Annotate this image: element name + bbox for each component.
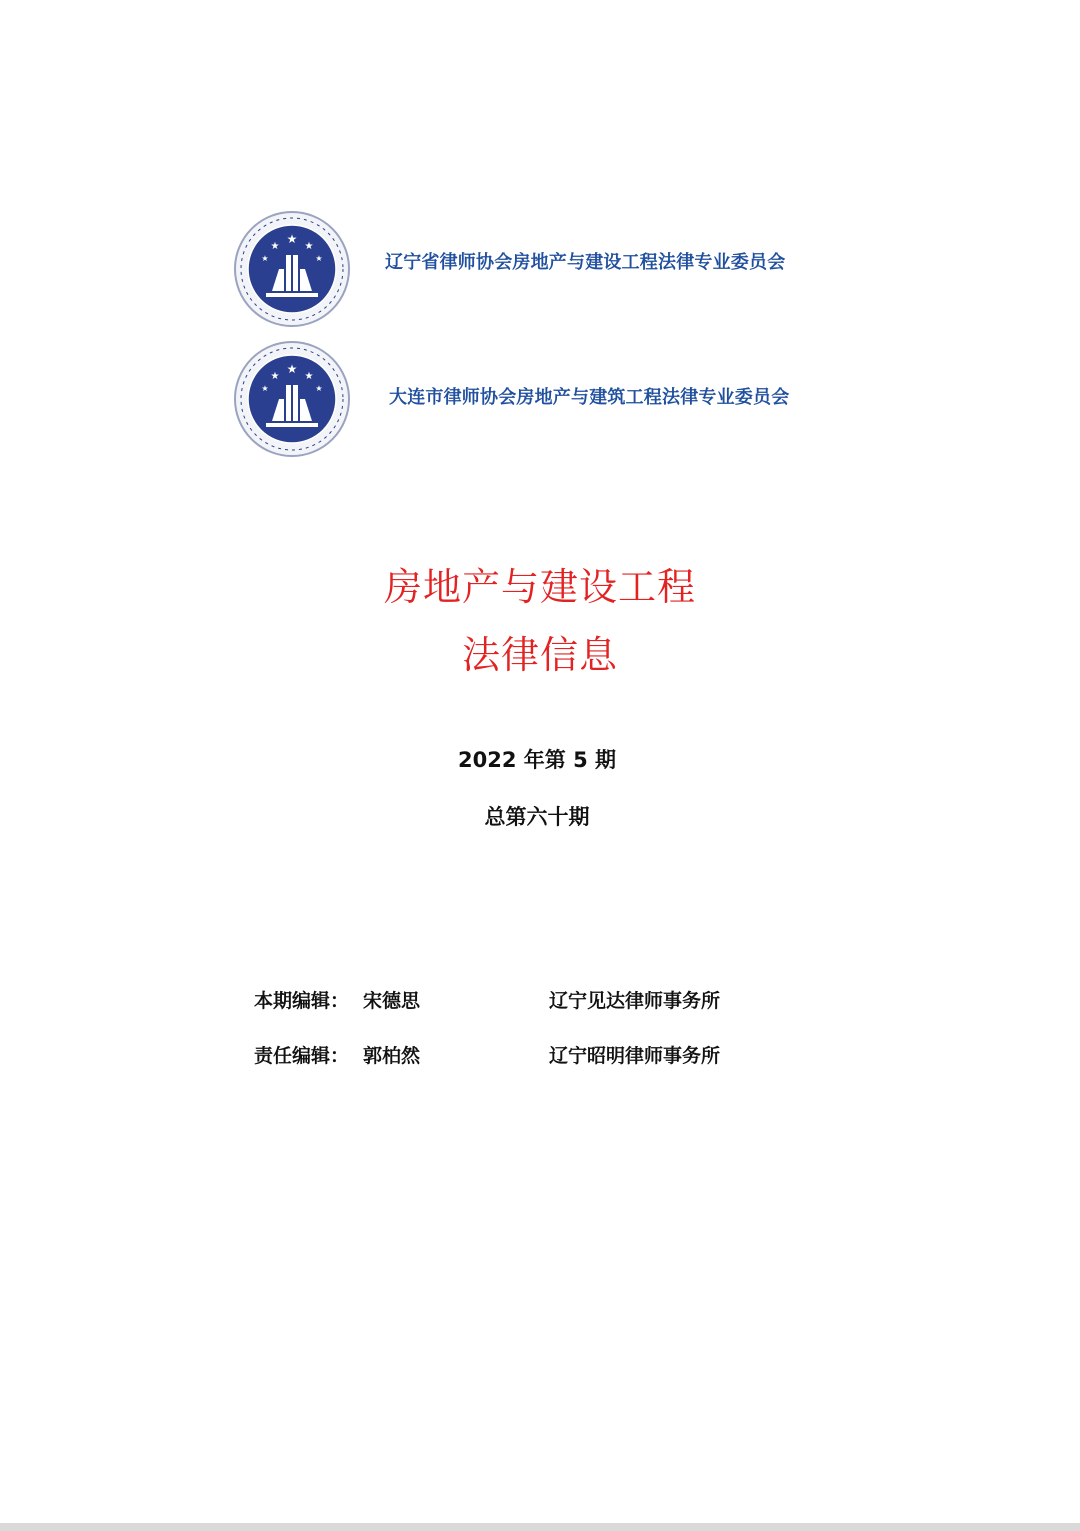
organization-row-liaoning — [228, 205, 868, 325]
issue-number: 2022 年第 5 期 — [458, 748, 616, 772]
editor-firm: 辽宁见达律师事务所 — [549, 990, 721, 1012]
organization-row-dalian — [228, 335, 868, 455]
document-title-line-2: 法律信息 — [461, 633, 618, 677]
svg-text:★: ★ — [304, 241, 314, 252]
document-title-line-1: 房地产与建设工程 — [383, 565, 696, 609]
editor-name: 郭柏然 — [363, 1045, 421, 1067]
issue-total: 总第六十期 — [484, 805, 590, 829]
svg-text:★: ★ — [286, 362, 298, 376]
organization-name: 辽宁省律师协会房地产与建设工程法律专业委员会 — [385, 252, 786, 273]
svg-text:★: ★ — [261, 254, 269, 263]
svg-text:★: ★ — [261, 384, 269, 393]
editor-firm: 辽宁昭明律师事务所 — [549, 1045, 721, 1067]
svg-text:★: ★ — [270, 241, 280, 252]
dalian-lawyers-association-logo-icon — [232, 339, 352, 459]
svg-text:★: ★ — [315, 384, 323, 393]
editor-row-current-issue — [254, 986, 814, 1016]
editor-label: 责任编辑： — [254, 1045, 350, 1067]
organization-name: 大连市律师协会房地产与建筑工程法律专业委员会 — [389, 387, 790, 408]
editor-row-responsible — [254, 1041, 814, 1071]
editor-label: 本期编辑： — [254, 990, 350, 1012]
liaoning-lawyers-association-logo-icon — [232, 209, 352, 329]
svg-text:★: ★ — [304, 371, 314, 382]
bottom-scroll-edge — [0, 1523, 1080, 1531]
svg-text:★: ★ — [270, 371, 280, 382]
editor-name: 宋德思 — [363, 990, 421, 1012]
svg-text:★: ★ — [286, 232, 298, 246]
svg-text:★: ★ — [315, 254, 323, 263]
